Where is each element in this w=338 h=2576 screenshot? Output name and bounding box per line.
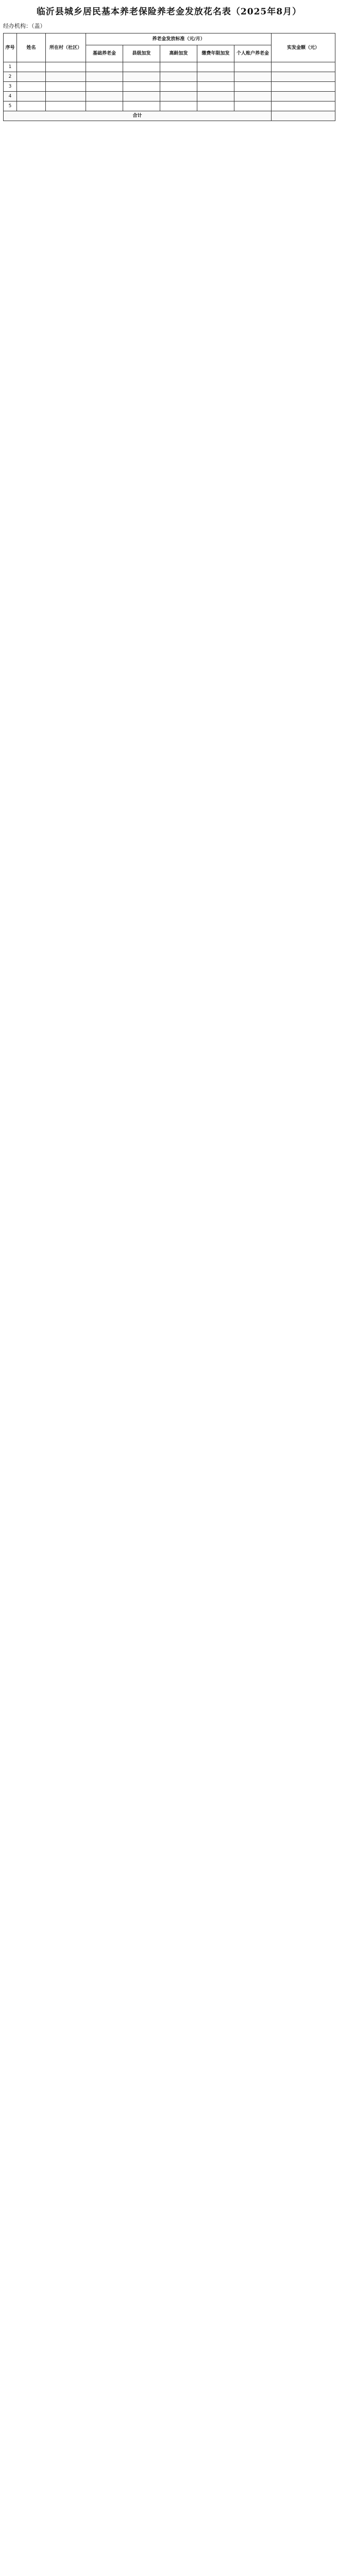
- col-years-add: 缴费年限加发: [197, 45, 234, 62]
- cell-account: [234, 62, 272, 72]
- cell-account: [234, 101, 272, 111]
- cell-county-add: [123, 72, 160, 82]
- cell-name: [17, 62, 46, 72]
- cell-no: 1: [4, 62, 17, 72]
- cell-account: [234, 82, 272, 92]
- total-value: [272, 111, 335, 121]
- cell-total: [272, 82, 335, 92]
- col-total: 实发金额（元）: [272, 33, 335, 62]
- col-pension-group: 养老金发放标准（元/月）: [86, 33, 272, 45]
- cell-no: 4: [4, 92, 17, 101]
- cell-age-add: [160, 92, 197, 101]
- cell-years-add: [197, 92, 234, 101]
- cell-total: [272, 72, 335, 82]
- total-label: 合计: [4, 111, 272, 121]
- cell-total: [272, 62, 335, 72]
- cell-village: [46, 72, 86, 82]
- table-row: [4, 92, 335, 101]
- col-village: 所在村（社区）: [46, 33, 86, 62]
- cell-village: [46, 82, 86, 92]
- cell-basic: [86, 92, 123, 101]
- cell-age-add: [160, 72, 197, 82]
- total-row: [4, 111, 335, 121]
- cell-county-add: [123, 92, 160, 101]
- col-account: 个人账户养老金: [234, 45, 272, 62]
- table-row: [4, 62, 335, 72]
- cell-name: [17, 72, 46, 82]
- col-no: 序号: [4, 33, 17, 62]
- page-title: 临沂县城乡居民基本养老保险养老金发放花名表（2025年8月）: [36, 6, 302, 17]
- cell-age-add: [160, 82, 197, 92]
- cell-age-add: [160, 101, 197, 111]
- cell-name: [17, 92, 46, 101]
- col-name: 姓名: [17, 33, 46, 62]
- cell-village: [46, 101, 86, 111]
- col-county-add: 县级加发: [123, 45, 160, 62]
- col-age-add: 高龄加发: [160, 45, 197, 62]
- unit-label: 经办机构：（盖）: [3, 23, 46, 29]
- cell-county-add: [123, 101, 160, 111]
- cell-years-add: [197, 62, 234, 72]
- table-body: [4, 62, 335, 121]
- pension-table: [3, 33, 335, 121]
- table-row: [4, 72, 335, 82]
- cell-account: [234, 92, 272, 101]
- cell-years-add: [197, 101, 234, 111]
- cell-no: 5: [4, 101, 17, 111]
- cell-basic: [86, 62, 123, 72]
- cell-total: [272, 92, 335, 101]
- cell-years-add: [197, 82, 234, 92]
- table-row: [4, 82, 335, 92]
- cell-years-add: [197, 72, 234, 82]
- cell-basic: [86, 82, 123, 92]
- cell-county-add: [123, 62, 160, 72]
- cell-basic: [86, 72, 123, 82]
- table-row: [4, 101, 335, 111]
- cell-no: 2: [4, 72, 17, 82]
- cell-account: [234, 72, 272, 82]
- cell-village: [46, 62, 86, 72]
- cell-name: [17, 101, 46, 111]
- col-basic: 基础养老金: [86, 45, 123, 62]
- cell-age-add: [160, 62, 197, 72]
- cell-no: 3: [4, 82, 17, 92]
- cell-name: [17, 82, 46, 92]
- cell-village: [46, 92, 86, 101]
- cell-basic: [86, 101, 123, 111]
- cell-county-add: [123, 82, 160, 92]
- cell-total: [272, 101, 335, 111]
